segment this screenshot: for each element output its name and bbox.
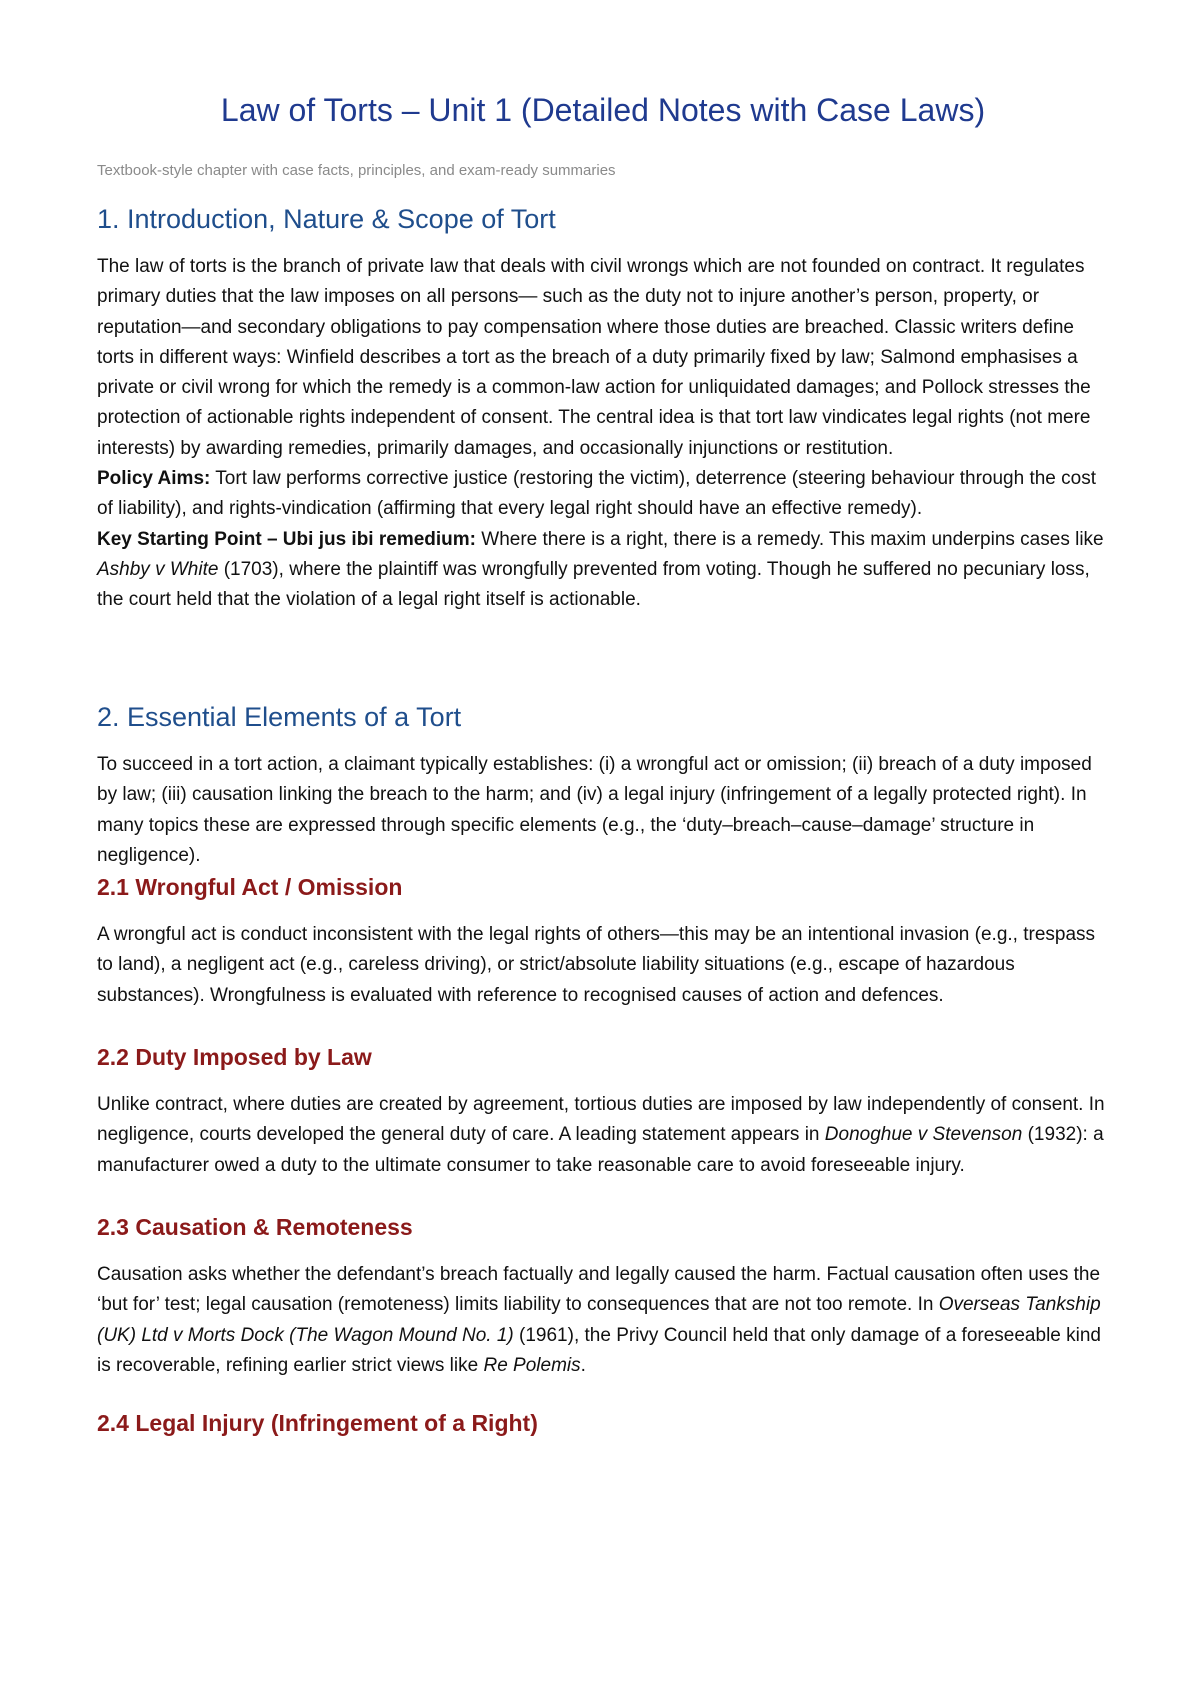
case-donoghue-v-stevenson: Donoghue v Stevenson — [824, 1124, 1023, 1146]
policy-aims-text: Tort law performs corrective justice (restoring the victim), deterrence (steering behaviour through the cost of liability), and rights-vindication (affirming that every legal right should have an effective remedy). — [97, 468, 1096, 520]
section-2-3-heading: 2.3 Causation & Remoteness — [97, 1214, 413, 1240]
case-ashby-v-white: Ashby v White — [97, 558, 219, 580]
key-starting-point-text: Where there is a right, there is a remedy. This maxim underpins cases like — [476, 528, 1104, 550]
page-title: Law of Torts – Unit 1 (Detailed Notes with Case Laws) — [220, 92, 986, 128]
section-1-body — [97, 252, 1109, 616]
case-re-polemis: Re Polemis — [483, 1354, 581, 1376]
section-2-2-heading: 2.2 Duty Imposed by Law — [97, 1044, 372, 1070]
page-subtitle: Textbook-style chapter with case facts, principles, and exam-ready summaries — [97, 162, 616, 179]
case-wagon-mound: Overseas Tankship (UK) Ltd v Morts Dock (The Wagon Mound No. 1) — [97, 1294, 1101, 1346]
section-2-intro: To succeed in a tort action, a claimant typically establishes: (i) a wrongful act or omission; (ii) breach of a duty imposed by law; (iii) causation linking the breach to the harm; and (iv) a legal injury (infringement of a legally protected right). In many topics these are expressed through specific elements (e.g., the ‘duty–breach–cause–damage’ structure in negligence). — [97, 754, 1092, 866]
section-2-1-heading: 2.1 Wrongful Act / Omission — [97, 874, 403, 900]
section-2-1-body: A wrongful act is conduct inconsistent with the legal rights of others—this may be an intentional invasion (e.g., trespass to land), a negligent act (e.g., careless driving), or strict/absolute liability situations (e.g., escape of hazardous substances). Wrongfulness is evaluated with reference to recognised causes of action and defences. — [97, 924, 1096, 1006]
policy-aims-label: Policy Aims: — [97, 468, 211, 490]
key-starting-point-text-2: (1703), where the plaintiff was wrongfully prevented from voting. Though he suffered no pecuniary loss, the court held that the violation of a legal right itself is actionable. — [97, 558, 1090, 611]
section-1-para: The law of torts is the branch of private law that deals with civil wrongs which are not founded on contract. It regulates primary duties that the law imposes on all persons— such as the duty not to injure another’s person, property, or reputation—and secondary obligations to pay compensation where those duties are breached. Classic writers define torts in different ways: Winfield describes a tort as the breach of a duty primarily fixed by law; Salmond emphasises a private or civil wrong for which the remedy is a common-law action for unliquidated damages; and Pollock stresses the protection of actionable rights independent of consent. The central idea is that tort law vindicates legal rights (not mere interests) by awarding remedies, primarily damages, and occasionally injunctions or restitution. — [97, 256, 1091, 459]
section-2-heading: 2. Essential Elements of a Tort — [97, 702, 462, 732]
section-1-heading: 1. Introduction, Nature & Scope of Tort — [97, 204, 556, 234]
section-2-3-text-2: (1961), the Privy Council held that only damage of a foreseeable kind is recoverable, refining earlier strict views like — [97, 1324, 1101, 1376]
section-2-2-text: Unlike contract, where duties are created by agreement, tortious duties are imposed by law independently of consent. In negligence, courts developed the general duty of care. A leading statement appears in — [97, 1094, 1105, 1146]
section-2-4-heading: 2.4 Legal Injury (Infringement of a Right) — [97, 1410, 538, 1436]
section-2-3-text: Causation asks whether the defendant’s breach factually and legally caused the harm. Factual causation often uses the ‘but for’ test; legal causation (remoteness) limits liability to consequences that are not too remote. In — [97, 1264, 1101, 1316]
section-2-3-text-3: . — [580, 1354, 586, 1376]
section-2-2-text-2: (1932): a manufacturer owed a duty to the ultimate consumer to take reasonable care to avoid foreseeable injury. — [97, 1124, 1104, 1176]
section-2-2-body — [97, 1090, 1109, 1181]
section-2-3-body — [97, 1260, 1109, 1381]
key-starting-point-label: Key Starting Point – Ubi jus ibi remedium: — [97, 528, 476, 550]
